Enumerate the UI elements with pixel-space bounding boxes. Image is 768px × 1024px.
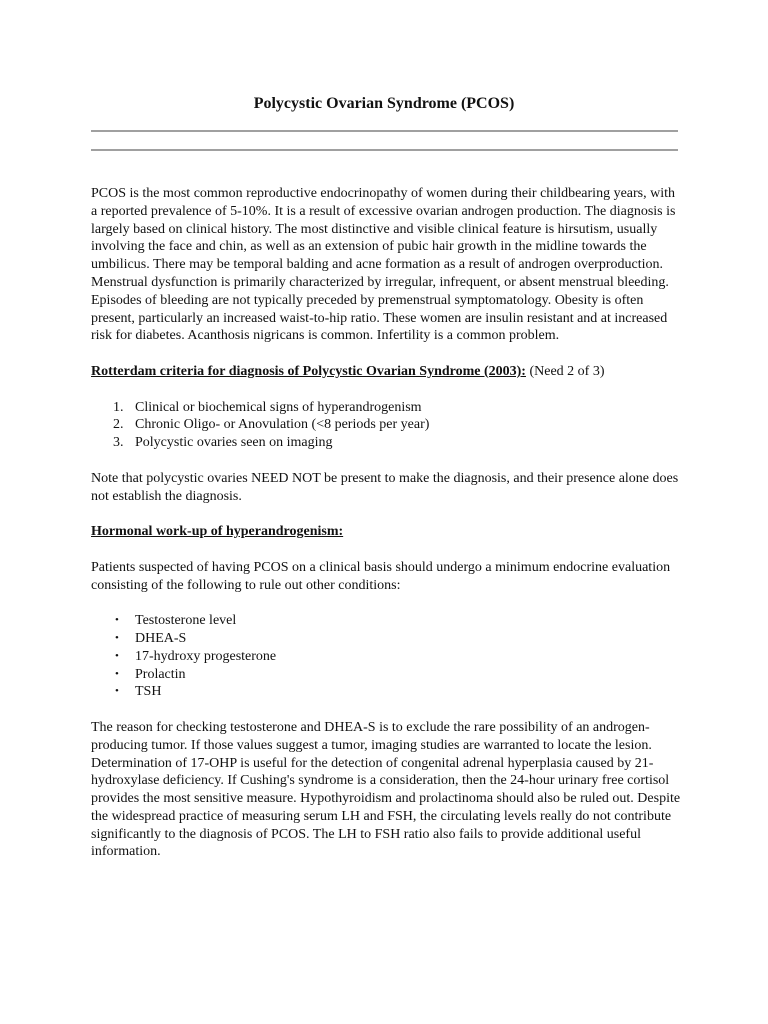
document-body (91, 185, 681, 861)
list-number: 2. (113, 417, 124, 433)
list-item (91, 666, 681, 684)
document-title: Polycystic Ovarian Syndrome (PCOS) (253, 95, 515, 112)
list-number: 1. (113, 399, 124, 415)
bullet-icon: • (115, 631, 119, 644)
title-divider-bottom (91, 149, 678, 151)
list-item (91, 434, 681, 452)
bullet-icon: • (115, 685, 119, 698)
list-item-text: TSH (135, 684, 162, 700)
list-item-text: Testosterone level (135, 613, 237, 629)
list-item (91, 399, 681, 417)
list-item-text: Clinical or biochemical signs of hyperandrogenism (135, 399, 422, 415)
list-item (91, 416, 681, 434)
bullet-icon: • (115, 614, 119, 627)
bullet-icon: • (115, 667, 119, 680)
intro-paragraph: PCOS is the most common reproductive endocrinopathy of women during their childbearing years, with a reported prevalence of 5-10%. It is a result of excessive ovarian androgen production. The diagnosis is largely based on clinical history. The most distinctive and visible clinical feature is hirsutism, usually involving the face and chin, as well as an extension of pubic hair growth in the midline towards the umbilicus. There may be temporal balding and acne formation as a result of androgen overproduction. Menstrual dysfunction is primarily characterized by irregular, infrequent, or absent menstrual bleeding. Episodes of bleeding are not typically preceded by premenstrual symptomatology. Obesity is often present, particularly an increased waist-to-hip ratio. These women are insulin resistant and at increased risk for diabetes. Acanthosis nigricans is common. Infertility is a common problem. (91, 186, 676, 344)
list-item-text: Prolactin (135, 666, 186, 682)
rotterdam-note: (Need 2 of 3) (529, 363, 605, 379)
list-item-text: DHEA-S (135, 630, 187, 646)
list-item-text: Polycystic ovaries seen on imaging (135, 435, 333, 451)
note-paragraph: Note that polycystic ovaries NEED NOT be present to make the diagnosis, and their presence alone does not establish the diagnosis. (91, 470, 679, 504)
hormonal-heading-line (91, 523, 681, 541)
rotterdam-criteria-list (91, 399, 681, 452)
list-item (91, 612, 681, 630)
hormonal-tests-list (91, 612, 681, 701)
reason-paragraph: The reason for checking testosterone and DHEA-S is to exclude the rare possibility of an androgen-producing tumor. If those values suggest a tumor, imaging studies are warranted to locate the lesion. Determination of 17-OHP is useful for the detection of congenital adrenal hyperplasia caused by 21-hydroxylase deficiency. If Cushing's syndrome is a consideration, then the 24-hour urinary free cortisol provides the most sensitive measure. Hypothyroidism and prolactinoma should also be ruled out. Despite the widespread practice of measuring serum LH and FSH, the circulating levels really do not contribute significantly to the diagnosis of PCOS. The LH to FSH ratio also fails to provide additional useful information. (91, 719, 681, 860)
list-item (91, 630, 681, 648)
bullet-icon: • (115, 649, 119, 662)
hormonal-heading: Hormonal work-up of hyperandrogenism: (91, 524, 344, 540)
list-item (91, 648, 681, 666)
list-item (91, 683, 681, 701)
rotterdam-heading-line (91, 363, 681, 381)
list-number: 3. (113, 435, 124, 451)
title-divider-top (91, 130, 678, 132)
hormonal-intro-paragraph: Patients suspected of having PCOS on a clinical basis should undergo a minimum endocrine evaluation consisting of the following to rule out other conditions: (91, 559, 671, 593)
list-item-text: Chronic Oligo- or Anovulation (<8 periods per year) (135, 417, 430, 433)
rotterdam-heading: Rotterdam criteria for diagnosis of Polycystic Ovarian Syndrome (2003): (91, 363, 526, 379)
list-item-text: 17-hydroxy progesterone (135, 648, 277, 664)
